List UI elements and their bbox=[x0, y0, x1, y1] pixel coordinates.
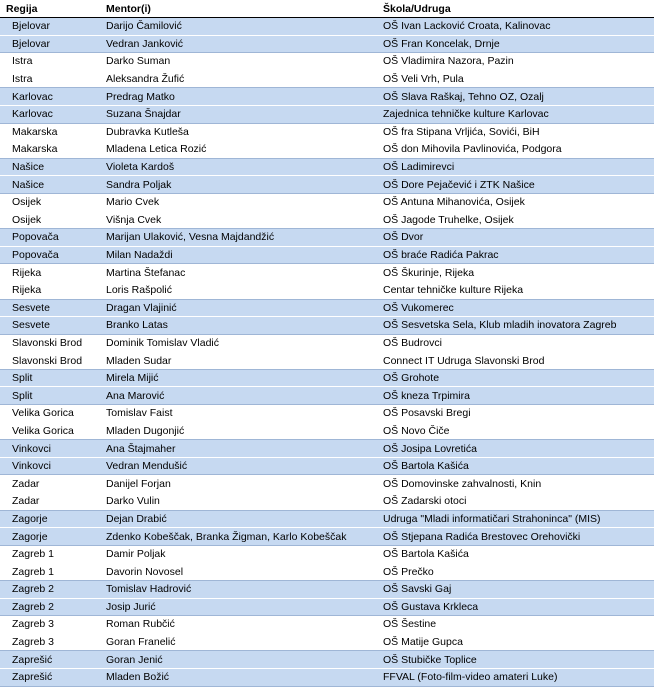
cell-region: Slavonski Brod bbox=[0, 352, 101, 370]
table-row bbox=[0, 598, 654, 616]
table-row bbox=[0, 405, 654, 423]
cell-region: Zagreb 2 bbox=[0, 581, 101, 599]
cell-mentor: Sandra Poljak bbox=[101, 176, 378, 194]
cell-school: OŠ Vladimira Nazora, Pazin bbox=[378, 53, 654, 71]
table-row bbox=[0, 70, 654, 88]
cell-school: OŠ Jagode Truhelke, Osijek bbox=[378, 211, 654, 229]
cell-school: OŠ Ivan Lacković Croata, Kalinovac bbox=[378, 18, 654, 36]
table-row bbox=[0, 211, 654, 229]
cell-school: OŠ Budrovci bbox=[378, 334, 654, 352]
cell-region: Zadar bbox=[0, 493, 101, 511]
cell-school: OŠ Stjepana Radića Brestovec Orehovički bbox=[378, 528, 654, 546]
cell-school: OŠ don Mihovila Pavlinovića, Podgora bbox=[378, 141, 654, 159]
cell-mentor: Goran Jenić bbox=[101, 651, 378, 669]
cell-region: Zaprešić bbox=[0, 651, 101, 669]
cell-region: Rijeka bbox=[0, 281, 101, 299]
cell-school: OŠ Bartola Kašića bbox=[378, 457, 654, 475]
cell-mentor: Mladen Sudar bbox=[101, 352, 378, 370]
table-row bbox=[0, 88, 654, 106]
cell-school: Zajednica tehničke kulture Karlovac bbox=[378, 105, 654, 123]
cell-school: OŠ braće Radića Pakrac bbox=[378, 246, 654, 264]
cell-region: Split bbox=[0, 387, 101, 405]
table-row bbox=[0, 457, 654, 475]
cell-school: OŠ Vukomerec bbox=[378, 299, 654, 317]
cell-mentor: Goran Franelić bbox=[101, 633, 378, 651]
cell-mentor: Martina Štefanac bbox=[101, 264, 378, 282]
cell-school: OŠ Matije Gupca bbox=[378, 633, 654, 651]
cell-region: Zagorje bbox=[0, 528, 101, 546]
cell-region: Karlovac bbox=[0, 105, 101, 123]
cell-mentor: Tomislav Faist bbox=[101, 405, 378, 423]
cell-school: FFVAL (Foto-film-video amateri Luke) bbox=[378, 668, 654, 686]
cell-school: Centar tehničke kulture Rijeka bbox=[378, 281, 654, 299]
cell-region: Vinkovci bbox=[0, 457, 101, 475]
cell-school: OŠ Ladimirevci bbox=[378, 158, 654, 176]
table-row bbox=[0, 334, 654, 352]
table-row bbox=[0, 35, 654, 53]
cell-school: Connect IT Udruga Slavonski Brod bbox=[378, 352, 654, 370]
cell-region: Zagreb 2 bbox=[0, 598, 101, 616]
cell-region: Zagreb 1 bbox=[0, 563, 101, 581]
table-row bbox=[0, 141, 654, 159]
cell-region: Našice bbox=[0, 158, 101, 176]
cell-school: OŠ Domovinske zahvalnosti, Knin bbox=[378, 475, 654, 493]
cell-region: Makarska bbox=[0, 141, 101, 159]
table-row bbox=[0, 158, 654, 176]
cell-region: Zagreb 3 bbox=[0, 616, 101, 634]
cell-mentor: Milan Nadaždi bbox=[101, 246, 378, 264]
cell-mentor: Branko Latas bbox=[101, 317, 378, 335]
table-row bbox=[0, 422, 654, 440]
table-row bbox=[0, 369, 654, 387]
table-row bbox=[0, 281, 654, 299]
table-row bbox=[0, 229, 654, 247]
cell-school: OŠ Škurinje, Rijeka bbox=[378, 264, 654, 282]
table-row bbox=[0, 352, 654, 370]
cell-mentor: Roman Rubčić bbox=[101, 616, 378, 634]
cell-mentor: Damir Poljak bbox=[101, 545, 378, 563]
table-row bbox=[0, 299, 654, 317]
cell-region: Osijek bbox=[0, 211, 101, 229]
table-row bbox=[0, 651, 654, 669]
table-row bbox=[0, 475, 654, 493]
table-row bbox=[0, 528, 654, 546]
cell-mentor: Davorin Novosel bbox=[101, 563, 378, 581]
cell-mentor: Tomislav Hadrović bbox=[101, 581, 378, 599]
table-row bbox=[0, 317, 654, 335]
cell-region: Rijeka bbox=[0, 264, 101, 282]
cell-mentor: Suzana Šnajdar bbox=[101, 105, 378, 123]
cell-region: Velika Gorica bbox=[0, 405, 101, 423]
table-row bbox=[0, 493, 654, 511]
cell-mentor: Mirela Mijić bbox=[101, 369, 378, 387]
cell-region: Popovača bbox=[0, 229, 101, 247]
cell-mentor: Danijel Forjan bbox=[101, 475, 378, 493]
cell-mentor: Zdenko Kobeščak, Branka Žigman, Karlo Kobeščak bbox=[101, 528, 378, 546]
cell-region: Vinkovci bbox=[0, 440, 101, 458]
cell-mentor: Mladena Letica Rozić bbox=[101, 141, 378, 159]
cell-school: OŠ Savski Gaj bbox=[378, 581, 654, 599]
cell-school: OŠ fra Stipana Vrljića, Sovići, BiH bbox=[378, 123, 654, 141]
table-row bbox=[0, 581, 654, 599]
table-row bbox=[0, 440, 654, 458]
cell-mentor: Darko Suman bbox=[101, 53, 378, 71]
table-row bbox=[0, 123, 654, 141]
cell-region: Bjelovar bbox=[0, 35, 101, 53]
cell-school: OŠ Dvor bbox=[378, 229, 654, 247]
table-row bbox=[0, 53, 654, 71]
cell-mentor: Loris Rašpolić bbox=[101, 281, 378, 299]
cell-region: Istra bbox=[0, 70, 101, 88]
table-row bbox=[0, 545, 654, 563]
cell-mentor: Darijo Čamilović bbox=[101, 18, 378, 36]
table-row bbox=[0, 633, 654, 651]
cell-mentor: Josip Jurić bbox=[101, 598, 378, 616]
table-header-row bbox=[0, 0, 654, 18]
cell-school: OŠ Gustava Krkleca bbox=[378, 598, 654, 616]
cell-mentor: Ana Marović bbox=[101, 387, 378, 405]
cell-mentor: Dejan Drabić bbox=[101, 510, 378, 528]
cell-region: Našice bbox=[0, 176, 101, 194]
cell-school: OŠ Prečko bbox=[378, 563, 654, 581]
column-header-mentor: Mentor(i) bbox=[101, 0, 378, 18]
cell-school: OŠ Veli Vrh, Pula bbox=[378, 70, 654, 88]
cell-region: Zadar bbox=[0, 475, 101, 493]
table-row bbox=[0, 510, 654, 528]
cell-region: Istra bbox=[0, 53, 101, 71]
cell-region: Split bbox=[0, 369, 101, 387]
cell-region: Popovača bbox=[0, 246, 101, 264]
table-row bbox=[0, 563, 654, 581]
cell-region: Zaprešić bbox=[0, 668, 101, 686]
table-row bbox=[0, 176, 654, 194]
cell-region: Slavonski Brod bbox=[0, 334, 101, 352]
cell-region: Zagreb 3 bbox=[0, 633, 101, 651]
cell-school: OŠ Šestine bbox=[378, 616, 654, 634]
table-row bbox=[0, 193, 654, 211]
cell-mentor: Ana Štajmaher bbox=[101, 440, 378, 458]
cell-school: OŠ Novo Čiče bbox=[378, 422, 654, 440]
cell-mentor: Predrag Matko bbox=[101, 88, 378, 106]
cell-mentor: Aleksandra Žufić bbox=[101, 70, 378, 88]
cell-mentor: Dubravka Kutleša bbox=[101, 123, 378, 141]
cell-mentor: Violeta Kardoš bbox=[101, 158, 378, 176]
cell-mentor: Vedran Mendušić bbox=[101, 457, 378, 475]
table-row bbox=[0, 105, 654, 123]
cell-region: Velika Gorica bbox=[0, 422, 101, 440]
cell-region: Zagreb 1 bbox=[0, 545, 101, 563]
column-header-region: Regija bbox=[0, 0, 101, 18]
table-row bbox=[0, 18, 654, 36]
cell-school: OŠ Posavski Bregi bbox=[378, 405, 654, 423]
cell-mentor: Marijan Ulaković, Vesna Majdandžić bbox=[101, 229, 378, 247]
cell-region: Zagorje bbox=[0, 510, 101, 528]
cell-region: Makarska bbox=[0, 123, 101, 141]
cell-school: OŠ Bartola Kašića bbox=[378, 545, 654, 563]
cell-school: OŠ Antuna Mihanovića, Osijek bbox=[378, 193, 654, 211]
cell-region: Sesvete bbox=[0, 317, 101, 335]
cell-mentor: Vedran Janković bbox=[101, 35, 378, 53]
cell-school: OŠ Fran Koncelak, Drnje bbox=[378, 35, 654, 53]
cell-school: OŠ Josipa Lovretića bbox=[378, 440, 654, 458]
cell-school: Udruga "Mladi informatičari Strahoninca" (MIS) bbox=[378, 510, 654, 528]
cell-school: OŠ Sesvetska Sela, Klub mladih inovatora Zagreb bbox=[378, 317, 654, 335]
cell-mentor: Mario Cvek bbox=[101, 193, 378, 211]
cell-region: Bjelovar bbox=[0, 18, 101, 36]
cell-school: OŠ kneza Trpimira bbox=[378, 387, 654, 405]
cell-region: Sesvete bbox=[0, 299, 101, 317]
cell-school: OŠ Dore Pejačević i ZTK Našice bbox=[378, 176, 654, 194]
table-row bbox=[0, 387, 654, 405]
table-body bbox=[0, 18, 654, 687]
cell-mentor: Dominik Tomislav Vladić bbox=[101, 334, 378, 352]
cell-region: Osijek bbox=[0, 193, 101, 211]
column-header-school: Škola/Udruga bbox=[378, 0, 654, 18]
table-row bbox=[0, 616, 654, 634]
cell-school: OŠ Grohote bbox=[378, 369, 654, 387]
cell-mentor: Darko Vulin bbox=[101, 493, 378, 511]
cell-mentor: Mladen Božić bbox=[101, 668, 378, 686]
cell-mentor: Dragan Vlajinić bbox=[101, 299, 378, 317]
cell-school: OŠ Slava Raškaj, Tehno OZ, Ozalj bbox=[378, 88, 654, 106]
cell-school: OŠ Stubičke Toplice bbox=[378, 651, 654, 669]
cell-school: OŠ Zadarski otoci bbox=[378, 493, 654, 511]
table-row bbox=[0, 246, 654, 264]
cell-region: Karlovac bbox=[0, 88, 101, 106]
cell-mentor: Mladen Dugonjić bbox=[101, 422, 378, 440]
table-row bbox=[0, 668, 654, 686]
table-row bbox=[0, 264, 654, 282]
cell-mentor: Višnja Cvek bbox=[101, 211, 378, 229]
